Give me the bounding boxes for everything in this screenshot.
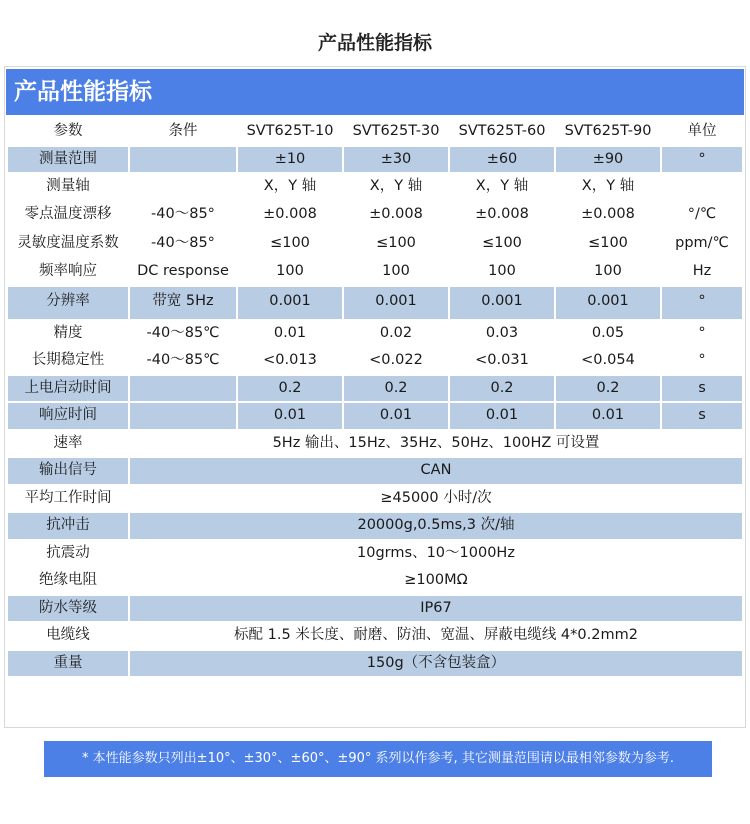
value-cell: ° (662, 287, 742, 319)
value-cell: 0.2 (556, 376, 660, 402)
value-cell (130, 174, 236, 200)
param-name-cell: 精度 (53, 324, 83, 341)
value-cell: 100 (382, 263, 410, 279)
value-cell: s (662, 376, 742, 402)
header-cell: SVT625T-10 (246, 123, 334, 139)
value-cell: 0.2 (238, 376, 342, 402)
param-name-cell: 防水等级 (8, 596, 128, 622)
value-cell: ≤100 (376, 235, 416, 251)
value-cell: CAN (130, 458, 742, 484)
value-cell (130, 376, 236, 402)
param-name-cell: 测量范围 (8, 147, 128, 173)
value-cell: 0.01 (238, 403, 342, 429)
value-cell: ±10 (238, 147, 342, 173)
table-row (8, 287, 742, 319)
table-row (8, 147, 742, 173)
value-cell: 0.2 (344, 376, 448, 402)
value-cell: ±0.008 (263, 205, 317, 222)
param-name-cell: 零点温度漂移 (24, 205, 112, 222)
header-cell: 条件 (168, 123, 198, 139)
value-cell: 0.001 (344, 287, 448, 319)
header-row (8, 119, 742, 145)
value-cell: ±60 (450, 147, 554, 173)
value-cell: X，Y 轴 (263, 178, 317, 194)
value-cell: X，Y 轴 (475, 178, 529, 194)
value-cell: ±0.008 (369, 205, 423, 222)
value-cell: 0.01 (344, 403, 448, 429)
value-cell: 标配 1.5 米长度、耐磨、防油、宽温、屏蔽电缆线 4*0.2mm2 (234, 627, 638, 643)
value-cell: 10grms、10～1000Hz (357, 544, 515, 561)
value-cell: 0.05 (591, 324, 625, 341)
page-title: 产品性能指标 (317, 32, 432, 54)
value-cell: ° (662, 147, 742, 173)
value-cell: ≤100 (482, 235, 522, 251)
param-name-cell: 长期稳定性 (31, 352, 105, 368)
value-cell: ±0.008 (581, 205, 635, 222)
header-cell: SVT625T-30 (352, 123, 440, 139)
value-cell: <0.031 (475, 352, 529, 368)
value-cell: DC response (137, 263, 229, 279)
value-cell: 0.001 (238, 287, 342, 319)
param-name-cell: 平均工作时间 (24, 489, 112, 506)
value-cell: Hz (692, 263, 712, 279)
value-cell: 0.001 (450, 287, 554, 319)
value-cell (130, 403, 236, 429)
table-row (8, 651, 742, 677)
value-cell: 100 (488, 263, 516, 279)
table-row (8, 568, 742, 594)
value-cell: -40～85℃ (146, 352, 220, 368)
value-cell: <0.022 (369, 352, 423, 368)
param-name-cell: 速率 (53, 434, 83, 451)
value-cell: 100 (594, 263, 622, 279)
value-cell (662, 174, 742, 200)
table-row (8, 486, 742, 512)
value-cell: 带宽 5Hz (130, 287, 236, 319)
param-name-cell: 输出信号 (8, 458, 128, 484)
value-cell: 0.01 (450, 403, 554, 429)
value-cell: ° (698, 324, 706, 341)
table-row (8, 596, 742, 622)
table-row (8, 513, 742, 539)
value-cell: 0.2 (450, 376, 554, 402)
table-row (8, 623, 742, 649)
value-cell: 20000g,0.5ms,3 次/轴 (130, 513, 742, 539)
value-cell: X，Y 轴 (581, 178, 635, 194)
param-name-cell: 上电启动时间 (8, 376, 128, 402)
table-row (8, 458, 742, 484)
table-row (8, 174, 742, 200)
value-cell: ≥100MΩ (404, 572, 468, 588)
table-row (8, 541, 742, 567)
param-name-cell: 抗冲击 (8, 513, 128, 539)
value-cell: ≤100 (270, 235, 310, 251)
table-row (8, 202, 742, 228)
table-row (8, 229, 742, 257)
value-cell: -40～85° (151, 205, 215, 222)
param-name-cell: 频率响应 (39, 263, 97, 279)
param-name-cell: 灵敏度温度系数 (17, 235, 119, 251)
param-name-cell: 重量 (8, 651, 128, 677)
table-row (8, 259, 742, 285)
value-cell: -40～85° (151, 235, 215, 251)
section-banner: 产品性能指标 (6, 69, 744, 115)
param-name-cell: 响应时间 (8, 403, 128, 429)
value-cell: ±0.008 (475, 205, 529, 222)
param-name-cell: 抗震动 (46, 544, 90, 561)
value-cell: 0.001 (556, 287, 660, 319)
value-cell: ±90 (556, 147, 660, 173)
table-row (8, 431, 742, 457)
value-cell: ±30 (344, 147, 448, 173)
table-row (8, 321, 742, 347)
value-cell: 100 (276, 263, 304, 279)
value-cell (130, 147, 236, 173)
header-cell: SVT625T-60 (458, 123, 546, 139)
value-cell: ° (698, 352, 706, 368)
footer-note: * 本性能参数只列出±10°、±30°、±60°、±90° 系列以作参考, 其它测量范围请以最相邻参数为参考. (44, 741, 712, 777)
param-name-cell: 电缆线 (46, 627, 90, 643)
value-cell: <0.054 (581, 352, 635, 368)
value-cell: <0.013 (263, 352, 317, 368)
value-cell: -40～85℃ (146, 324, 220, 341)
param-name-cell: 分辨率 (8, 287, 128, 319)
value-cell: X，Y 轴 (369, 178, 423, 194)
value-cell: IP67 (130, 596, 742, 622)
param-name-cell: 绝缘电阻 (39, 572, 97, 588)
value-cell: 0.01 (556, 403, 660, 429)
value-cell: 0.03 (485, 324, 519, 341)
table-row (8, 403, 742, 429)
header-cell: SVT625T-90 (564, 123, 652, 139)
value-cell: 5Hz 输出、15Hz、35Hz、50Hz、100HZ 可设置 (272, 434, 600, 451)
param-name-cell: 测量轴 (46, 178, 90, 194)
table-row (8, 348, 742, 374)
value-cell: ≥45000 小时/次 (380, 489, 492, 506)
value-cell: 0.02 (379, 324, 413, 341)
header-cell: 参数 (53, 123, 83, 139)
value-cell: 150g（不含包装盒） (130, 651, 742, 677)
table-row (8, 376, 742, 402)
value-cell: ppm/℃ (675, 235, 729, 251)
spec-table (6, 117, 744, 678)
value-cell: s (662, 403, 742, 429)
value-cell: 0.01 (273, 324, 307, 341)
value-cell: °/℃ (687, 205, 717, 222)
value-cell: ≤100 (588, 235, 628, 251)
header-cell: 单位 (687, 123, 717, 139)
